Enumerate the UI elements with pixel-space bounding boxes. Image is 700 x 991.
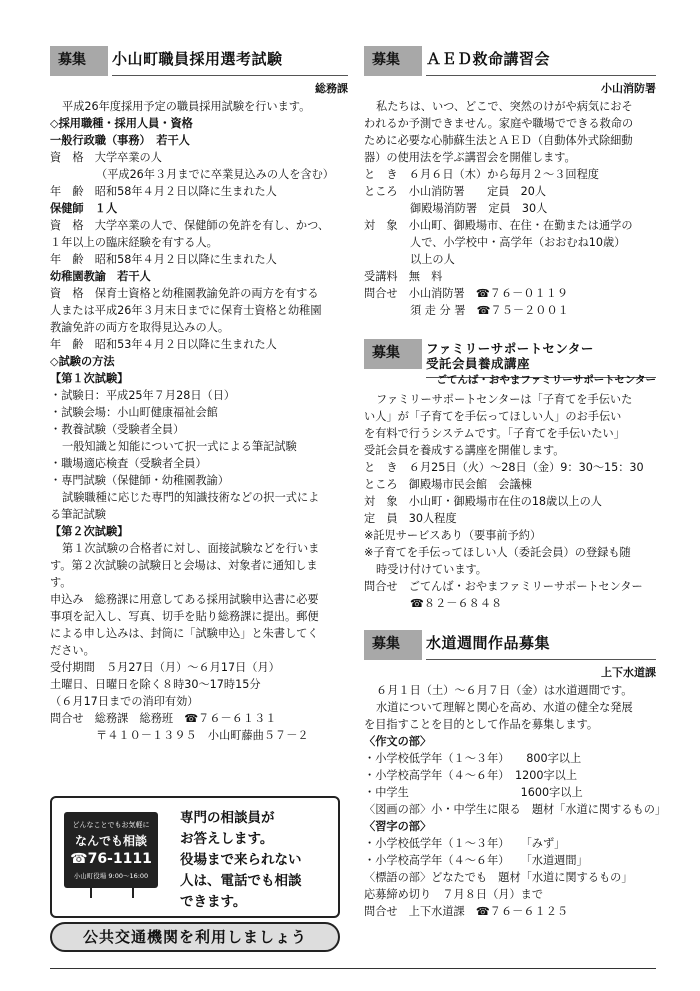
text-line: 受付期間 ５月27日（月）～６月17日（月）: [50, 661, 280, 674]
text-line: 御殿場消防署 定員 30人: [410, 202, 548, 215]
text-line: 対 象 小山町・御殿場市在住の18歳以上の人: [364, 495, 602, 508]
ad-message-line: お答えします。: [180, 831, 274, 847]
section-department: ごてんば・おやまファミリーサポートセンター: [436, 374, 656, 386]
text-line: 水道について理解と関心を高め、水道の健全な発展: [376, 701, 633, 714]
sign-stand: [90, 888, 134, 898]
text-line: 年 齢 昭和58年４月２日以降に生まれた人: [50, 253, 277, 266]
text-line: 応募締め切り ７月８日（月）まで: [364, 888, 544, 901]
text-line: 問合せ ごてんば・おやまファミリーサポートセンター: [364, 580, 643, 593]
section-department: 総務課: [315, 82, 348, 95]
text-line: 私たちは、いつ、どこで、突然のけがや病気におそ: [376, 100, 633, 113]
section-body: [50, 98, 348, 744]
section-tag: 募集: [364, 339, 422, 369]
text-line: 〈標語の部〉どなたでも 題材「水道に関するもの」: [364, 871, 633, 884]
text-line: 一般知識と知能について択一式による筆記試験: [62, 440, 297, 453]
text-line: 対 象 小山町、御殿場市、在住・在勤または通学の: [364, 219, 633, 232]
section-title: 小山町職員採用選考試験: [112, 48, 348, 76]
section-tag: 募集: [50, 46, 108, 76]
public-transport-banner: 公共交通機関を利用しましょう: [50, 922, 340, 952]
text-line: 問合せ 小山消防署 ☎７６－０１１９: [364, 287, 569, 300]
family-support-section: [364, 339, 656, 612]
text-line: ※託児サービスあり（要事前予約）: [364, 529, 542, 542]
section-header: [364, 339, 656, 385]
text-line: る筆記試験: [50, 508, 106, 521]
section-body: [364, 682, 667, 920]
text-line: す。第２次試験の試験日と会場は、対象者に通知しま: [50, 559, 318, 572]
text-line: 年 齢 昭和58年４月２日以降に生まれた人: [50, 185, 277, 198]
text-line: す。: [50, 576, 72, 589]
text-line: ところ 小山消防署 定員 20人: [364, 185, 547, 198]
text-line: ださい。: [50, 644, 95, 657]
text-line: ファミリーサポートセンターは「子育てを手伝いた: [376, 393, 633, 406]
text-line: ※子育てを手伝ってほしい人（委託会員）の登録も随: [364, 546, 631, 559]
text-line: ・中学生 1600字以上: [364, 786, 583, 799]
section-header: [50, 46, 348, 95]
text-line: ・専門試験（保健師・幼稚園教諭）: [50, 474, 230, 487]
text-line: 須 走 分 署 ☎７５－２００１: [410, 304, 569, 317]
text-line: ・小学校低学年（１～３年） 「みず」: [364, 837, 566, 850]
text-line: 資 格 大学卒業の人で、保健師の免許を有し、かつ、: [50, 219, 330, 232]
text-line: 幼稚園教諭 若干人: [50, 270, 151, 283]
section-header: [364, 46, 656, 95]
text-line: 器）の使用法を学ぶ講習会を開催します。: [364, 151, 576, 164]
ad-message-line: 専門の相談員が: [180, 810, 275, 826]
sign-caption: どんなことでもお気軽に: [72, 821, 150, 829]
text-line: 時受け付けています。: [376, 563, 487, 576]
text-line: と き ６月25日（火）～28日（金）9：30～15：30: [364, 461, 644, 474]
text-line: （６月17日までの消印有効）: [50, 695, 199, 708]
water-week-section: [364, 630, 667, 920]
text-line: ・教養試験（受験者全員）: [50, 423, 185, 436]
text-line: を有料で行うシステムです。「子育てを手伝いたい」: [364, 427, 625, 440]
text-line: 問合せ 上下水道課 ☎７６－６１２５: [364, 905, 569, 918]
text-line: 土曜日、日曜日を除く８時30～17時15分: [50, 678, 261, 691]
sign-phone: ☎76-1111: [70, 851, 152, 867]
section-title-line1: ファミリーサポートセンター: [426, 341, 594, 356]
text-line: われるか予測できません。家庭や職場でできる救命の: [364, 117, 634, 130]
text-line: い人」が「子育てを手伝ってほしい人」のお手伝い: [364, 410, 622, 423]
section-title: ＡＥＤ救命講習会: [426, 48, 656, 76]
right-column: [364, 46, 667, 920]
text-line: １年以上の臨床経験を有する人。: [50, 236, 218, 249]
text-line: ・試験日：平成25年７月28日（日）: [50, 389, 236, 402]
section-tag: 募集: [364, 46, 422, 76]
text-line: 〈図画の部〉小・中学生に限る 題材「水道に関するもの」: [364, 803, 667, 816]
text-line: ☎８２－６８４８: [410, 597, 503, 610]
section-title: 水道週間作品募集: [426, 632, 656, 660]
text-line: ◇試験の方法: [50, 355, 115, 368]
ad-message-line: 人は、電話でも相談: [180, 873, 302, 889]
text-line: 定 員 30人程度: [364, 512, 457, 525]
text-line: 問合せ 総務課 総務班 ☎７６－６１３１: [50, 712, 277, 725]
ad-message-line: 役場まで来られない: [180, 852, 302, 868]
text-line: 平成26年度採用予定の職員採用試験を行います。: [62, 100, 311, 113]
text-line: 事項を記入し、写真、切手を貼り総務課に提出。郵便: [50, 610, 319, 623]
text-line: （平成26年３月までに卒業見込みの人を含む）: [96, 168, 334, 181]
text-line: ・小学校低学年（１～３年） 800字以上: [364, 752, 582, 765]
text-line: 保健師 １人: [50, 202, 118, 215]
text-line: 教諭免許の両方を取得見込みの人。: [50, 321, 230, 334]
text-line: 〒４１０－１３９５ 小山町藤曲５７－２: [96, 729, 309, 742]
text-line: による申し込みは、封筒に「試験申込」と朱書してく: [50, 627, 319, 640]
text-line: ・試験会場：小山町健康福祉会館: [50, 406, 218, 419]
consultation-sign: [64, 812, 158, 888]
text-line: 申込み 総務課に用意してある採用試験申込書に必要: [50, 593, 319, 606]
aed-section: [364, 46, 656, 319]
text-line: 人または平成26年３月末日までに保育士資格と幼稚園: [50, 304, 322, 317]
text-line: 資 格 保育士資格と幼稚園教諭免許の両方を有する: [50, 287, 319, 300]
text-line: 以上の人: [410, 253, 455, 266]
ad-message: [180, 808, 302, 913]
section-header: [364, 630, 656, 679]
text-line: 試験職種に応じた専門的知識技術などの択一式によ: [62, 491, 320, 504]
text-line: ◇採用職種・採用人員・資格: [50, 117, 193, 130]
text-line: 受講料 無 料: [364, 270, 443, 283]
text-line: と き ６月６日（木）から毎月２～３回程度: [364, 168, 599, 181]
text-line: 年 齢 昭和53年４月２日以降に生まれた人: [50, 338, 277, 351]
text-line: 【第２次試験】: [50, 525, 129, 538]
bottom-rule: [50, 968, 656, 969]
text-line: 一般行政職（事務） 若干人: [50, 134, 190, 147]
text-line: 〈習字の部〉: [364, 820, 432, 833]
text-line: 〈作文の部〉: [364, 735, 432, 748]
section-tag: 募集: [364, 630, 422, 660]
text-line: 資 格 大学卒業の人: [50, 151, 162, 164]
text-line: を目指すことを目的として作品を募集します。: [364, 718, 599, 731]
text-line: ために必要な心肺蘇生法とＡＥＤ（自動体外式除細動: [364, 134, 633, 147]
recruitment-exam-section: [50, 46, 348, 744]
section-department: 上下水道課: [601, 666, 656, 679]
consultation-ad: [50, 796, 340, 918]
section-body: [364, 98, 656, 319]
section-title-line2: 受託会員養成講座: [426, 356, 531, 371]
text-line: 受託会員を養成する講座を開催します。: [364, 444, 565, 457]
section-body: [364, 391, 656, 612]
text-line: ・小学校高学年（４～６年） 「水道週間」: [364, 854, 588, 867]
text-line: ・小学校高学年（４～６年） 1200字以上: [364, 769, 578, 782]
text-line: ・職場適応検査（受験者全員）: [50, 457, 207, 470]
text-line: 人で、小学校中・高学年（おおむね10歳）: [410, 236, 626, 249]
section-department: 小山消防署: [601, 82, 656, 95]
text-line: 第１次試験の合格者に対し、面接試験などを行いま: [62, 542, 320, 555]
text-line: ６月１日（土）～６月７日（金）は水道週間です。: [376, 684, 633, 697]
ad-message-line: できます。: [180, 894, 247, 910]
text-line: ところ 御殿場市民会館 会議棟: [364, 478, 532, 491]
sign-heading: なんでも相談: [74, 834, 147, 848]
text-line: 【第１次試験】: [50, 372, 129, 385]
sign-hours: 小山町役場 9:00～16:00: [73, 872, 149, 880]
